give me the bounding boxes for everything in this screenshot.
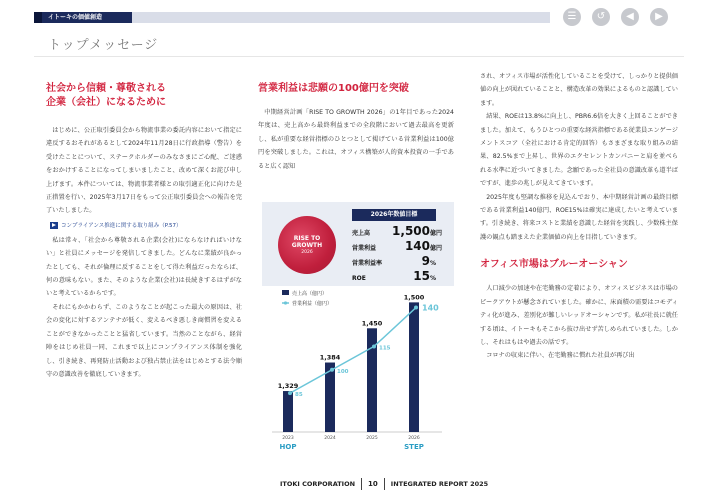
bar-label-2025: 1,450 [361, 319, 383, 328]
hop-label: HOP [279, 443, 297, 451]
x-tick-2024: 2024 [324, 436, 336, 441]
page-number: 10 [368, 480, 378, 488]
paragraph: 中期経営計画「RISE TO GROWTH 2026」の1年目であった2024年度は、売上高から最終利益までの全段階において過去最高を更新し、私が重要な経営指標のひとつとして掲げている営業利益は100億円を突破しました。これは、オフィス構築が人的資本投資の一手であると広く認知 [258, 109, 454, 170]
column-right [480, 70, 678, 363]
footer-divider [384, 478, 385, 490]
step-label: STEP [404, 443, 424, 451]
bar-label-2024: 1,384 [319, 353, 341, 362]
section-tag-accent [34, 12, 42, 23]
section-tag: イトーキの価値創造 [42, 12, 132, 23]
point-profit-2025 [372, 344, 376, 348]
bar-sales-2026 [409, 302, 419, 432]
bar-sales-2023 [283, 391, 293, 432]
target-value: 140 [404, 239, 430, 253]
paragraph: され、オフィス市場が活性化していることを受けて、しっかりと提供価値の向上が図れていることと、構造改革の効果によるものと認識しています。 [480, 73, 678, 107]
compliance-link-text[interactable]: コンプライアンス推進に関する取り組み（P.57） [61, 222, 182, 229]
legend-label-sales: 売上高（億円） [292, 291, 328, 297]
targets-title: 2026年数値目標 [352, 209, 436, 221]
point-label-2024: 100 [337, 368, 349, 375]
section-heading-trust [46, 82, 242, 110]
footer-report-title: INTEGRATED REPORT 2025 [390, 480, 489, 488]
x-tick-2025: 2025 [366, 436, 378, 441]
list-icon[interactable]: ☰ [563, 8, 581, 26]
badge-line: 2026 [301, 249, 313, 255]
sales-profit-chart [262, 284, 462, 456]
chart-svg [262, 284, 462, 456]
section-heading-office: オフィス市場はブルーオーシャン [480, 259, 628, 271]
paragraph: はじめに、公正取引委員会から物流事業の委託内容において指定に違反するおそれがあるとして2024年11月28日に行政指導（警告）を受けたことについて、ステークホルダーのみなさまにご心配、ご迷惑をおかけすることになってしまいましたこと、改めて深くお詫び申し上げます。本件については、物流事業者様との取引適正化に向けた是正措置を行い、2025年3月17日をもって公正取引委員会への報告を完了いたしました。 [46, 127, 242, 215]
footer-divider [361, 478, 362, 490]
bar-sales-2025 [367, 328, 377, 432]
undo-icon[interactable]: ↺ [592, 8, 610, 26]
point-label-2025: 115 [379, 345, 391, 352]
target-unit: % [430, 275, 437, 282]
paragraph: 人口減少の加速や在宅勤務の定着により、オフィスビジネスは市場のピークアウトが懸念されていました。確かに、床面積の需要はコモディティ化が進み、差別化が難しいレッドオーシャンです。私が社長に就任する頃は、イトーキもそこから抜け出せず苦しめられていました。しかし、それはもはや過去の話です。 [480, 285, 678, 346]
column-left [46, 82, 242, 381]
paragraph: 結果、ROEは13.8%に向上し、PBR6.6倍を大きく上回ることができました。加えて、もうひとつの重要な経営指標である従業員エンゲージメントスコア（全社における肯定的回答）もさまざまな取り組みの結果、82.5%まで上昇し、世界のエクセレントカンパニーと肩を並べられる水準に近づいてきました。念願であった全社員の意識改革も道半ばですが、進歩の兆しが見えてきています。 [480, 113, 678, 188]
paragraph: それにもかかわらず、このようなことが起こった最大の原因は、社会の変化に対するアンテナが低く、変えるべき悪しき商慣習を変えることができなかったことと猛省しています。当然のことながら、経営陣をはじめ社員一同、これまで以上にコンプライアンス体制を強化し、引き続き、再発防止活動および独占禁止法をはじめとする法令順守の意識改善を徹底していきます。 [46, 303, 242, 378]
paragraph: コロナの収束に伴い、在宅勤務に慣れた社員が再び出 [486, 352, 635, 360]
point-profit-2026 [414, 306, 418, 310]
page-title: トップメッセージ [48, 38, 159, 53]
heading-line-1: 社会から信頼・尊敬される [46, 83, 166, 94]
paragraph: 私は常々、「社会から尊敬される企業(会社)にならなければいけない」と社員にメッセージを発信してきました。どんなに業績が良かったとしても、それが倫理に反することをして得た利益だったならば、何の意味もない。また、そのような企業(会社)は長続きするはずがないと考えているからです。 [46, 236, 242, 298]
point-label-2023: 85 [295, 392, 303, 399]
compliance-link[interactable] [50, 220, 242, 232]
target-unit: 億円 [430, 230, 443, 237]
section-header-bar [34, 12, 550, 23]
column-middle [258, 82, 454, 173]
target-row [352, 239, 442, 253]
bar-label-2023: 1,329 [277, 382, 299, 391]
bar-label-2026: 1,500 [403, 293, 425, 302]
target-value: 9 [421, 254, 430, 268]
x-tick-2023: 2023 [282, 436, 294, 441]
legend-marker-profit [284, 301, 287, 304]
target-label: ROE [352, 275, 366, 282]
footer-brand: ITOKI CORPORATION [280, 480, 356, 488]
targets-box [262, 202, 454, 286]
prev-icon[interactable]: ◀ [621, 8, 639, 26]
target-unit: 億円 [430, 245, 443, 252]
target-row [352, 254, 442, 268]
line-profit [290, 308, 416, 394]
heading-line-2: 企業（会社）になるために [46, 97, 166, 108]
target-label: 営業利益 [352, 245, 377, 252]
plan-logo-badge [278, 216, 336, 274]
page-footer [280, 478, 488, 490]
legend-label-profit: 営業利益（億円） [292, 301, 333, 307]
target-value: 1,500 [392, 224, 430, 238]
target-row [352, 269, 442, 283]
title-divider [34, 56, 684, 57]
section-heading-profit: 営業利益は悲願の100億円を突破 [258, 83, 409, 94]
paragraph: 2025年度も堅調な推移を見込んでおり、本中期経営計画の最終目標である営業利益140億円、ROE15%は確実に達成したいと考えています。引き続き、将来コストと業績を意識した経営を実践し、少数株主保護の観点も踏まえた企業価値の向上を目指していきます。 [480, 193, 678, 241]
badge-line: GROWTH [291, 241, 323, 249]
next-icon[interactable]: ▶ [650, 8, 668, 26]
point-label-2026: 140 [422, 303, 439, 313]
target-unit: % [430, 260, 437, 267]
target-label: 売上高 [352, 230, 371, 237]
legend-swatch-sales [282, 290, 289, 295]
x-tick-2026: 2026 [408, 436, 420, 441]
target-row [352, 224, 442, 238]
badge-line: RISE TO [293, 234, 321, 242]
viewer-toolbar [563, 8, 668, 26]
arrow-link-icon [50, 222, 58, 229]
target-value: 15 [413, 269, 430, 283]
target-label: 営業利益率 [352, 260, 383, 267]
point-profit-2023 [288, 391, 292, 395]
point-profit-2024 [330, 368, 334, 372]
